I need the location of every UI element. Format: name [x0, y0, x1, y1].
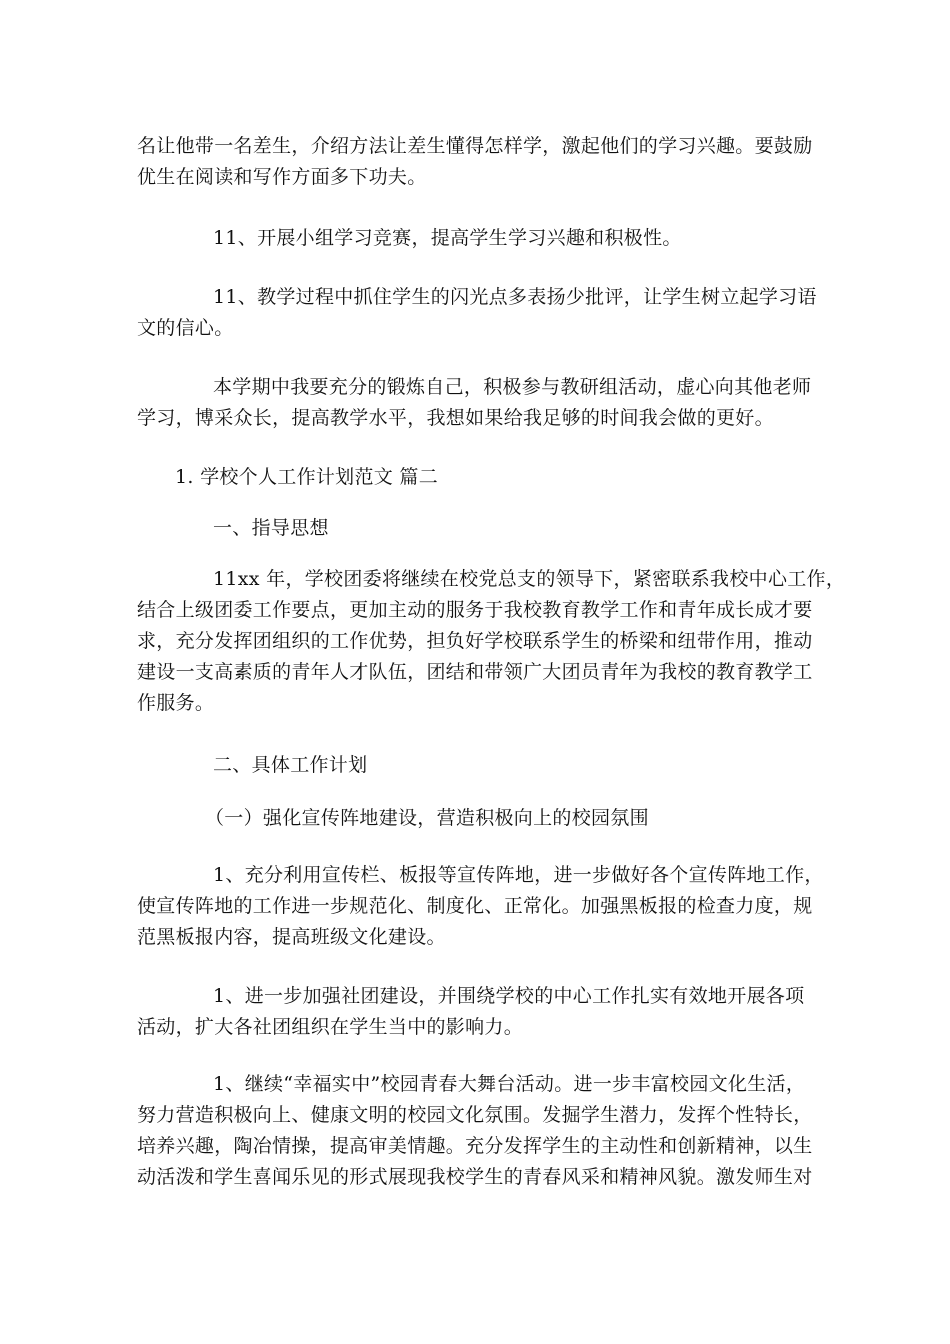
paragraph-encourage-top-students — [137, 131, 817, 193]
section-heading-part-two — [137, 462, 817, 493]
text-line: 活动，扩大各社团组织在学生当中的影响力。 — [137, 1016, 524, 1038]
text-line: 作服务。 — [137, 692, 215, 714]
heading-guiding-ideology — [137, 513, 817, 544]
text-line: 建设一支高素质的青年人才队伍，团结和带领广大团员青年为我校的教育教学工 — [137, 661, 813, 683]
text-line: （一）强化宣传阵地建设，营造积极向上的校园氛围 — [205, 807, 649, 829]
paragraph-group-competition — [137, 223, 817, 254]
text-line: 1. 学校个人工作计划范文 篇二 — [175, 466, 439, 488]
text-line: 结合上级团委工作要点，更加主动的服务于我校教育教学工作和青年成长成才要 — [137, 599, 813, 621]
text-line: 求，充分发挥团组织的工作优势，担负好学校联系学生的桥梁和纽带作用，推动 — [137, 630, 813, 652]
text-line: 优生在阅读和写作方面多下功夫。 — [137, 166, 427, 188]
text-line: 使宣传阵地的工作进一步规范化、制度化、正常化。加强黑板报的检查力度，规 — [137, 895, 813, 917]
text-line: 1、继续“幸福实中”校园青春大舞台活动。进一步丰富校园文化生活， — [213, 1073, 806, 1095]
text-line: 范黑板报内容，提高班级文化建设。 — [137, 926, 446, 948]
text-line: 动活泼和学生喜闻乐见的形式展现我校学生的青春风采和精神风貌。激发师生对 — [137, 1166, 813, 1188]
text-line: 二、具体工作计划 — [213, 754, 368, 776]
paragraph-publicity-positions — [137, 860, 824, 953]
text-line: 11、开展小组学习竞赛，提高学生学习兴趣和积极性。 — [213, 227, 682, 249]
heading-specific-plan — [137, 750, 817, 781]
text-line: 一、指导思想 — [213, 517, 329, 539]
paragraph-guiding-ideology — [137, 564, 846, 719]
text-line: 11xx 年，学校团委将继续在校党总支的领导下，紧密联系我校中心工作， — [213, 568, 846, 590]
text-line: 本学期中我要充分的锻炼自己，积极参与教研组活动，虚心向其他老师 — [213, 376, 812, 398]
text-line: 文的信心。 — [137, 317, 234, 339]
subheading-publicity — [137, 803, 817, 834]
text-line: 学习，博采众长，提高教学水平，我想如果给我足够的时间我会做的更好。 — [137, 407, 774, 429]
text-line: 1、进一步加强社团建设，并围绕学校的中心工作扎实有效地开展各项 — [213, 985, 805, 1007]
text-line: 名让他带一名差生，介绍方法让差生懂得怎样学，激起他们的学习兴趣。要鼓励 — [137, 135, 813, 157]
paragraph-campus-stage — [137, 1069, 817, 1193]
paragraph-praise-more — [137, 282, 817, 344]
text-line: 1、充分利用宣传栏、板报等宣传阵地，进一步做好各个宣传阵地工作， — [213, 864, 824, 886]
paragraph-club-building — [137, 981, 817, 1043]
paragraph-self-improvement — [137, 372, 817, 434]
text-line: 11、教学过程中抓住学生的闪光点多表扬少批评，让学生树立起学习语 — [213, 286, 817, 308]
text-line: 培养兴趣，陶冶情操，提高审美情趣。充分发挥学生的主动性和创新精神，以生 — [137, 1135, 813, 1157]
text-line: 努力营造积极向上、健康文明的校园文化氛围。发掘学生潜力，发挥个性特长， — [137, 1104, 813, 1126]
